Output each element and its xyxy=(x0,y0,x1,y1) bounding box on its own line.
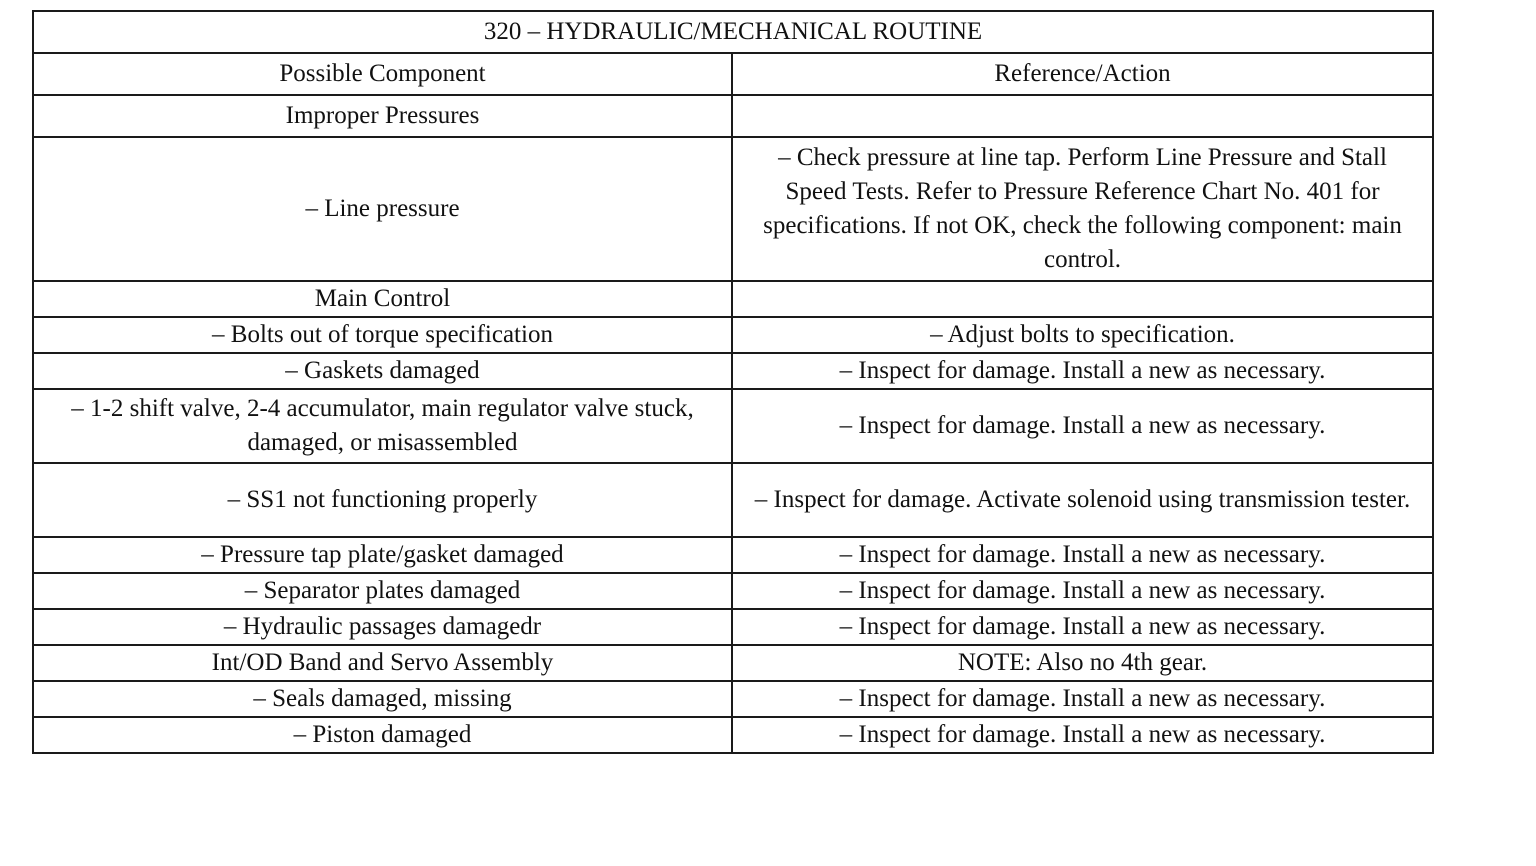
component-cell: – Piston damaged xyxy=(33,717,732,753)
action-cell: – Inspect for damage. Install a new as necessary. xyxy=(732,573,1433,609)
title-row xyxy=(33,11,1433,53)
component-cell: Improper Pressures xyxy=(33,95,732,137)
component-cell: – Separator plates damaged xyxy=(33,573,732,609)
action-cell: – Inspect for damage. Install a new as necessary. xyxy=(732,353,1433,389)
component-cell: – Pressure tap plate/gasket damaged xyxy=(33,537,732,573)
table-row xyxy=(33,389,1433,463)
component-cell: – 1-2 shift valve, 2-4 accumulator, main regulator valve stuck, damaged, or misassembled xyxy=(33,389,732,463)
component-cell: – Bolts out of torque specification xyxy=(33,317,732,353)
component-cell: – Line pressure xyxy=(33,137,732,281)
header-reference-action: Reference/Action xyxy=(732,53,1433,95)
header-possible-component: Possible Component xyxy=(33,53,732,95)
action-cell: NOTE: Also no 4th gear. xyxy=(732,645,1433,681)
component-cell: Main Control xyxy=(33,281,732,317)
action-cell: – Inspect for damage. Install a new as necessary. xyxy=(732,609,1433,645)
action-cell xyxy=(732,95,1433,137)
table-row xyxy=(33,537,1433,573)
action-cell: – Inspect for damage. Install a new as necessary. xyxy=(732,389,1433,463)
table-row xyxy=(33,681,1433,717)
table-row xyxy=(33,463,1433,537)
component-cell: Int/OD Band and Servo Assembly xyxy=(33,645,732,681)
table-row xyxy=(33,573,1433,609)
table-row xyxy=(33,645,1433,681)
action-cell: – Inspect for damage. Install a new as necessary. xyxy=(732,681,1433,717)
table-row xyxy=(33,317,1433,353)
table-row xyxy=(33,137,1433,281)
component-cell: – SS1 not functioning properly xyxy=(33,463,732,537)
header-row xyxy=(33,53,1433,95)
component-cell: – Seals damaged, missing xyxy=(33,681,732,717)
table-title: 320 – HYDRAULIC/MECHANICAL ROUTINE xyxy=(33,11,1433,53)
table-row xyxy=(33,717,1433,753)
action-cell: – Adjust bolts to specification. xyxy=(732,317,1433,353)
action-cell: – Inspect for damage. Install a new as necessary. xyxy=(732,537,1433,573)
routine-table xyxy=(32,10,1434,754)
action-cell: – Inspect for damage. Install a new as necessary. xyxy=(732,717,1433,753)
component-cell: – Hydraulic passages damagedr xyxy=(33,609,732,645)
action-cell xyxy=(732,281,1433,317)
table-row xyxy=(33,353,1433,389)
table-row xyxy=(33,95,1433,137)
table-row xyxy=(33,609,1433,645)
action-cell: – Inspect for damage. Activate solenoid using transmission tester. xyxy=(732,463,1433,537)
component-cell: – Gaskets damaged xyxy=(33,353,732,389)
action-cell: – Check pressure at line tap. Perform Line Pressure and Stall Speed Tests. Refer to Pressure Reference Chart No. 401 for specifications. If not OK, check the following component: main control. xyxy=(732,137,1433,281)
table-row xyxy=(33,281,1433,317)
